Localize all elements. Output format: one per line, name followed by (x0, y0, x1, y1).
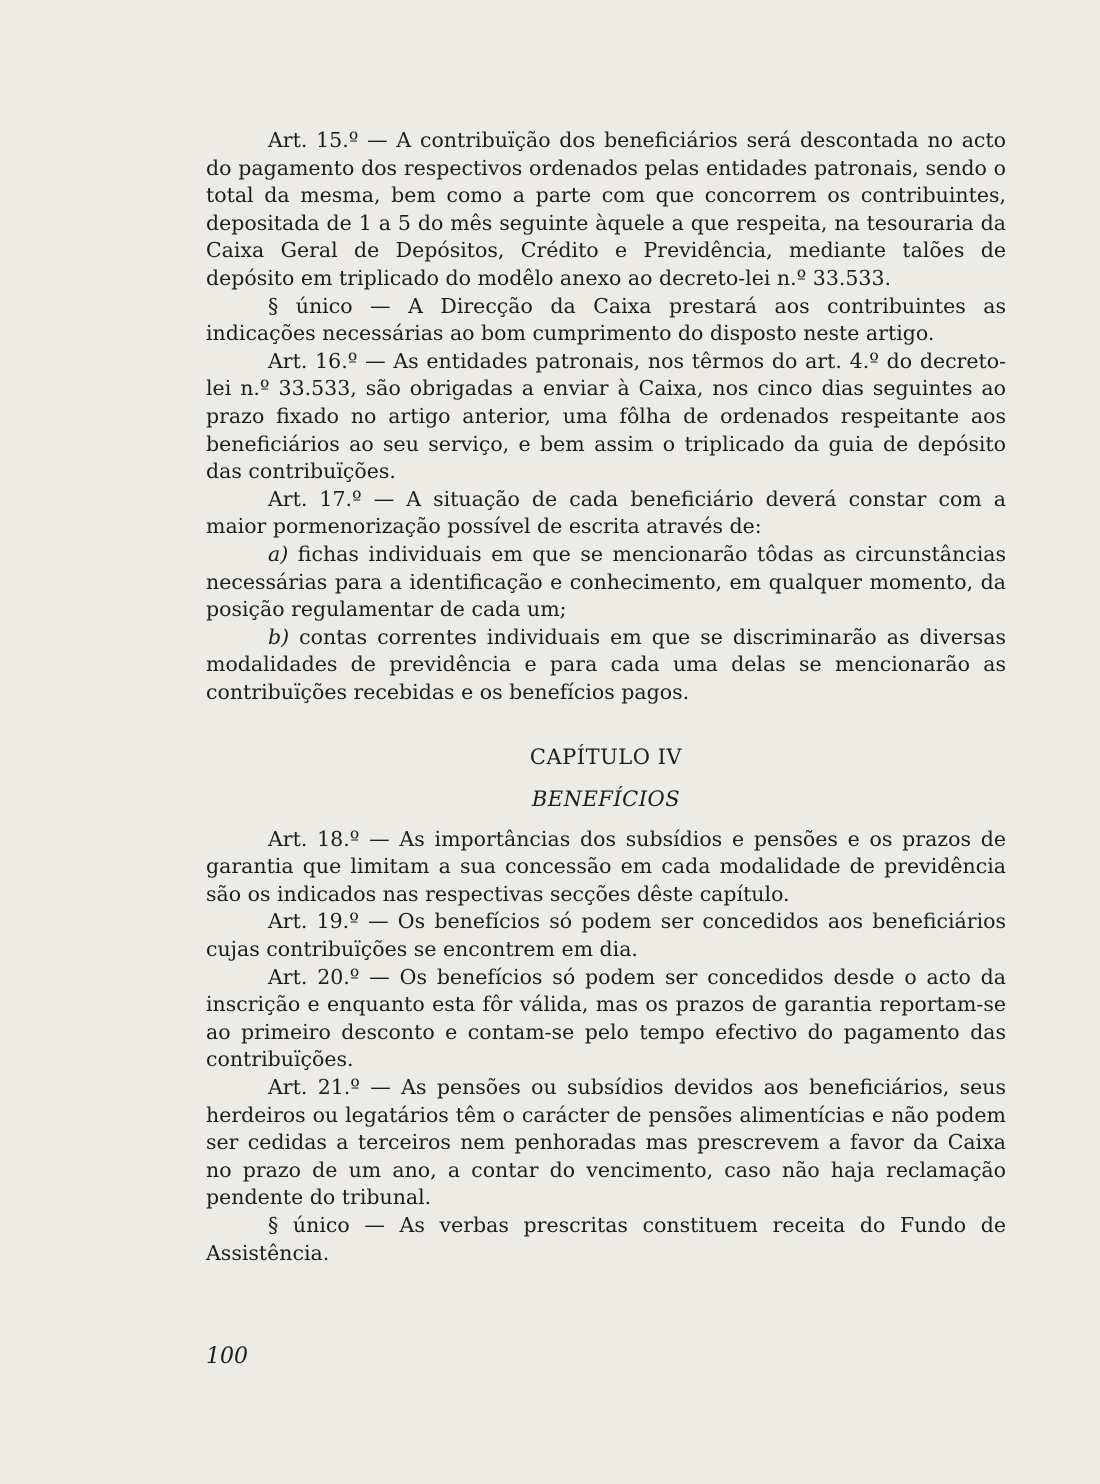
list-text-b: contas correntes individuais em que se discriminarão as diversas modalidades de previdência e para cada uma delas se mencionarão as contribuïções recebidas e os benefícios pagos. (206, 624, 1006, 704)
list-item-b (206, 624, 1006, 707)
article-21: Art. 21.º — As pensões ou subsídios devidos aos beneficiários, seus herdeiros ou legatários têm o carácter de pensões alimentícias e não podem ser cedidas a terceiros nem penhoradas mas prescrevem a favor da Caixa no prazo de um ano, a contar do vencimento, caso não haja reclamação pendente do tribunal. (206, 1075, 1006, 1210)
article-20: Art. 20.º — Os benefícios só podem ser concedidos desde o acto da inscrição e enquanto esta fôr válida, mas os prazos de garantia reportam-se ao primeiro desconto e contam-se pelo tempo efectivo do pagamento das contribuïções. (206, 964, 1006, 1072)
paragraph-unico-15: § único — A Direcção da Caixa prestará aos contribuintes as indicações necessárias ao bom cumprimento do disposto neste artigo. (206, 293, 1006, 346)
article-17: Art. 17.º — A situação de cada beneficiário deverá constar com a maior pormenorização possível de escrita através de: (206, 486, 1006, 539)
article-16: Art. 16.º — As entidades patronais, nos têrmos do art. 4.º do decreto-lei n.º 33.533, são obrigadas a enviar à Caixa, nos cinco dias seguintes ao prazo fixado no artigo anterior, uma fôlha de ordenados respeitante aos beneficiários ao seu serviço, e bem assim o triplicado da guia de depósito das contribuïções. (206, 348, 1006, 484)
page-number: 100 (206, 1344, 248, 1369)
section-heading: BENEFÍCIOS (531, 787, 681, 812)
list-marker-a: a) (268, 541, 289, 566)
list-text-a: fichas individuais em que se mencionarão tôdas as circunstâncias necessárias para a identificação e conhecimento, em qualquer momento, da posição regulamentar de cada um; (206, 541, 1006, 622)
chapter-heading: CAPÍTULO IV (529, 745, 683, 770)
article-18: Art. 18.º — As importâncias dos subsídios e pensões e os prazos de garantia que limitam a sua concessão em cada modalidade de previdência são os indicados nas respectivas secções dêste capítulo. (206, 826, 1006, 906)
list-marker-b: b) (268, 624, 290, 649)
list-item-a (206, 541, 1006, 624)
paragraph-unico-21: § único — As verbas prescritas constituem receita do Fundo de Assistência. (206, 1212, 1006, 1265)
article-19: Art. 19.º — Os benefícios só podem ser concedidos aos beneficiários cujas contribuïções se encontrem em dia. (206, 909, 1006, 962)
body-text (206, 127, 1006, 1267)
article-15: Art. 15.º — A contribuïção dos beneficiários será descontada no acto do pagamento dos respectivos ordenados pelas entidades patronais, sendo o total da mesma, bem como a parte com que concorrem os contribuintes, depositada de 1 a 5 do mês seguinte àquele a que respeita, na tesouraria da Caixa Geral de Depósitos, Crédito e Previdência, mediante talões de depósito em triplicado do modêlo anexo ao decreto-lei n.º 33.533. (206, 128, 1006, 290)
